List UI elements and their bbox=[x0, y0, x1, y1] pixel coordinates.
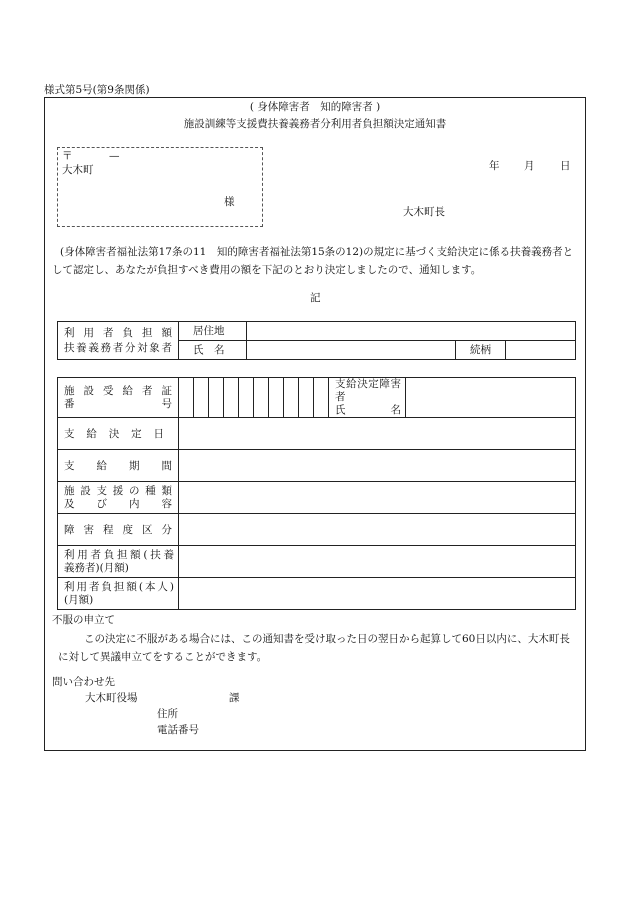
user-label-line-1: 利用者負担額 bbox=[64, 327, 172, 340]
self-charge-label-1: 利用者負担額(本人) bbox=[64, 580, 174, 593]
disability-level-row bbox=[58, 514, 576, 546]
support-period-value[interactable] bbox=[179, 450, 576, 482]
ki-mark: 記 bbox=[310, 292, 321, 304]
support-type-label bbox=[58, 482, 179, 514]
facility-cert-label bbox=[58, 378, 179, 418]
support-period-row bbox=[58, 450, 576, 482]
cert-digit-box[interactable] bbox=[299, 378, 314, 418]
user-table-label bbox=[58, 322, 179, 360]
date-day: 日 bbox=[560, 160, 571, 172]
cert-digit-box[interactable] bbox=[254, 378, 269, 418]
self-charge-value[interactable] bbox=[179, 578, 576, 610]
contact-address-label: 住所 bbox=[157, 708, 178, 720]
disabled-person-label-1: 支給決定障害者 bbox=[335, 378, 401, 404]
cert-digit-box[interactable] bbox=[239, 378, 254, 418]
support-period-label bbox=[58, 450, 179, 482]
guardian-charge-label-2: 義務者)(月額) bbox=[64, 561, 129, 574]
cert-digit-box[interactable] bbox=[269, 378, 284, 418]
cert-digit-box[interactable] bbox=[179, 378, 194, 418]
address-value[interactable] bbox=[247, 322, 576, 341]
guardian-charge-label bbox=[58, 546, 179, 578]
relation-value[interactable] bbox=[506, 341, 576, 360]
disability-level-label-text: 障害程度区分 bbox=[64, 523, 172, 536]
facility-cert-label-1: 施設受給者証 bbox=[64, 384, 172, 397]
name-label: 氏 名 bbox=[179, 341, 247, 360]
disabled-person-value[interactable] bbox=[406, 378, 576, 418]
form-number: 様式第5号(第9条関係) bbox=[44, 84, 150, 96]
support-type-label-1: 施設支援の種類 bbox=[64, 484, 172, 497]
facility-cert-label-2: 番号 bbox=[64, 397, 172, 410]
self-charge-label-2: (月額) bbox=[64, 593, 94, 606]
contact-section: 課 bbox=[229, 692, 240, 704]
main-table bbox=[57, 377, 576, 610]
cert-digit-box[interactable] bbox=[284, 378, 299, 418]
support-type-value[interactable] bbox=[179, 482, 576, 514]
disabled-person-label bbox=[329, 378, 406, 418]
support-period-label-text: 支給期間 bbox=[64, 459, 172, 472]
disability-level-label bbox=[58, 514, 179, 546]
intro-text: (身体障害者福祉法第17条の11 知的障害者福祉法第15条の12)の規定に基づく支給決定に係る扶養義務者として認定し、あなたが負担すべき費用の額を下記のとおり決定しましたので、通知します。 bbox=[52, 246, 574, 276]
date-month: 月 bbox=[524, 160, 535, 172]
facility-cert-row bbox=[58, 378, 576, 418]
postal-mark: 〒 bbox=[62, 150, 73, 162]
guardian-charge-label-1: 利用者負担額(扶養 bbox=[64, 548, 174, 561]
user-label-line-2: 扶養義務者分対象者 bbox=[64, 341, 172, 354]
decision-date-label bbox=[58, 418, 179, 450]
recipient-honorific: 様 bbox=[224, 196, 235, 208]
contact-office: 大木町役場 bbox=[85, 692, 138, 704]
cert-digit-box[interactable] bbox=[224, 378, 239, 418]
disability-level-value[interactable] bbox=[179, 514, 576, 546]
document-title: 施設訓練等支援費扶養義務者分利用者負担額決定通知書 bbox=[183, 118, 447, 130]
relation-label: 続柄 bbox=[456, 341, 506, 360]
postal-dash: — bbox=[109, 150, 120, 162]
user-table bbox=[57, 321, 576, 360]
contact-heading: 問い合わせ先 bbox=[52, 676, 115, 688]
name-value[interactable] bbox=[247, 341, 456, 360]
issuer: 大木町長 bbox=[403, 206, 445, 218]
date-year: 年 bbox=[489, 160, 500, 172]
cert-digit-box[interactable] bbox=[209, 378, 224, 418]
objection-text: この決定に不服がある場合には、この通知書を受け取った日の翌日から起算して60日以内に、大木町長に対して異議申立てをすることができます。 bbox=[58, 633, 570, 663]
support-type-label-2: 及び内容 bbox=[64, 497, 172, 510]
decision-date-label-text: 支給決定日 bbox=[64, 427, 164, 440]
decision-date-value[interactable] bbox=[179, 418, 576, 450]
category-line: ( 身体障害者 知的障害者 ) bbox=[249, 101, 381, 113]
recipient-town: 大木町 bbox=[62, 164, 94, 176]
objection-heading: 不服の申立て bbox=[52, 614, 115, 626]
self-charge-label bbox=[58, 578, 179, 610]
cert-digit-box[interactable] bbox=[194, 378, 209, 418]
contact-phone-label: 電話番号 bbox=[157, 724, 199, 736]
cert-digit-box[interactable] bbox=[314, 378, 329, 418]
disabled-person-label-2: 氏名 bbox=[335, 404, 401, 417]
self-charge-row bbox=[58, 578, 576, 610]
guardian-charge-row bbox=[58, 546, 576, 578]
support-type-row bbox=[58, 482, 576, 514]
address-label: 居住地 bbox=[179, 322, 247, 341]
address-box bbox=[57, 147, 263, 227]
decision-date-row bbox=[58, 418, 576, 450]
guardian-charge-value[interactable] bbox=[179, 546, 576, 578]
